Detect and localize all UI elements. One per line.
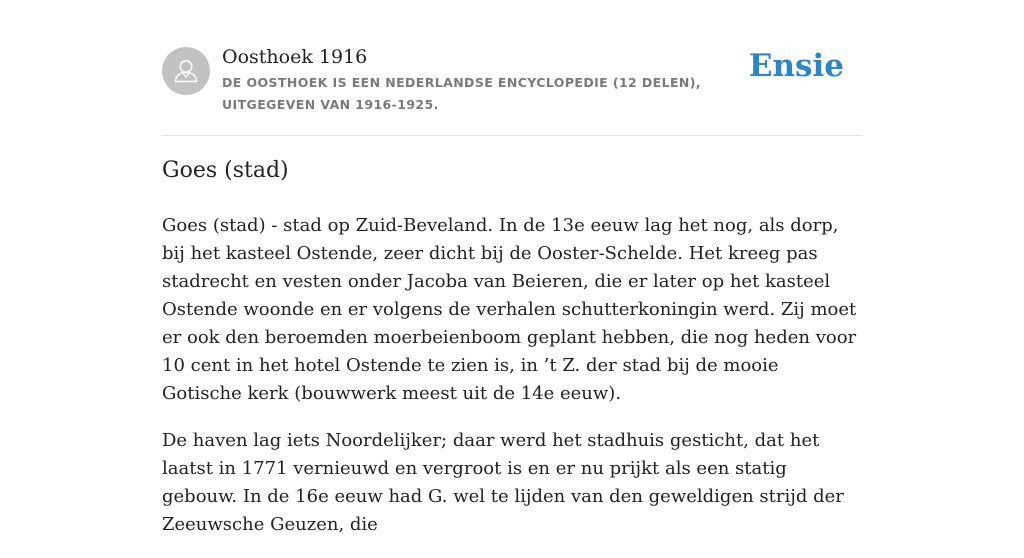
article-paragraph: Goes (stad) - stad op Zuid-Beveland. In de 13e eeuw lag het nog, als dorp, bij het kasteel Ostende, zeer dicht bij de Ooster-Schelde. Het kreeg pas stadrecht en vesten onder Jacoba van Beieren, die er later op het kasteel Ostende woonde en er volgens de verhalen schutterkoningin werd. Zij moet er ook den beroemden moerbeienboom geplant hebben, die nog heden voor 10 cent in het hotel Ostende te zien is, in ’t Z. der stad bij de mooie Gotische kerk (bouwwerk meest uit de 14e eeuw). <box>162 215 857 404</box>
user-icon <box>162 47 210 95</box>
source-description: DE OOSTHOEK IS EEN NEDERLANDSE ENCYCLOPEDIE (12 DELEN), UITGEGEVEN VAN 1916-1925. <box>222 75 702 112</box>
source-header <box>162 0 862 136</box>
source-avatar[interactable] <box>162 47 210 95</box>
article-paragraph: De haven lag iets Noordelijker; daar werd het stadhuis gesticht, dat het laatst in 1771 vernieuwd en vergroot is en er nu prijkt als een statig gebouw. In de 16e eeuw had G. wel te lijden van den geweldigen strijd der Zeeuwsche Geuzen, die <box>162 430 844 535</box>
source-title[interactable]: Oosthoek 1916 <box>222 46 368 68</box>
page-container <box>162 0 862 535</box>
article-body <box>162 212 862 558</box>
article-title: Goes (stad) <box>162 158 289 183</box>
ensie-logo-link[interactable]: Ensie <box>748 48 844 84</box>
